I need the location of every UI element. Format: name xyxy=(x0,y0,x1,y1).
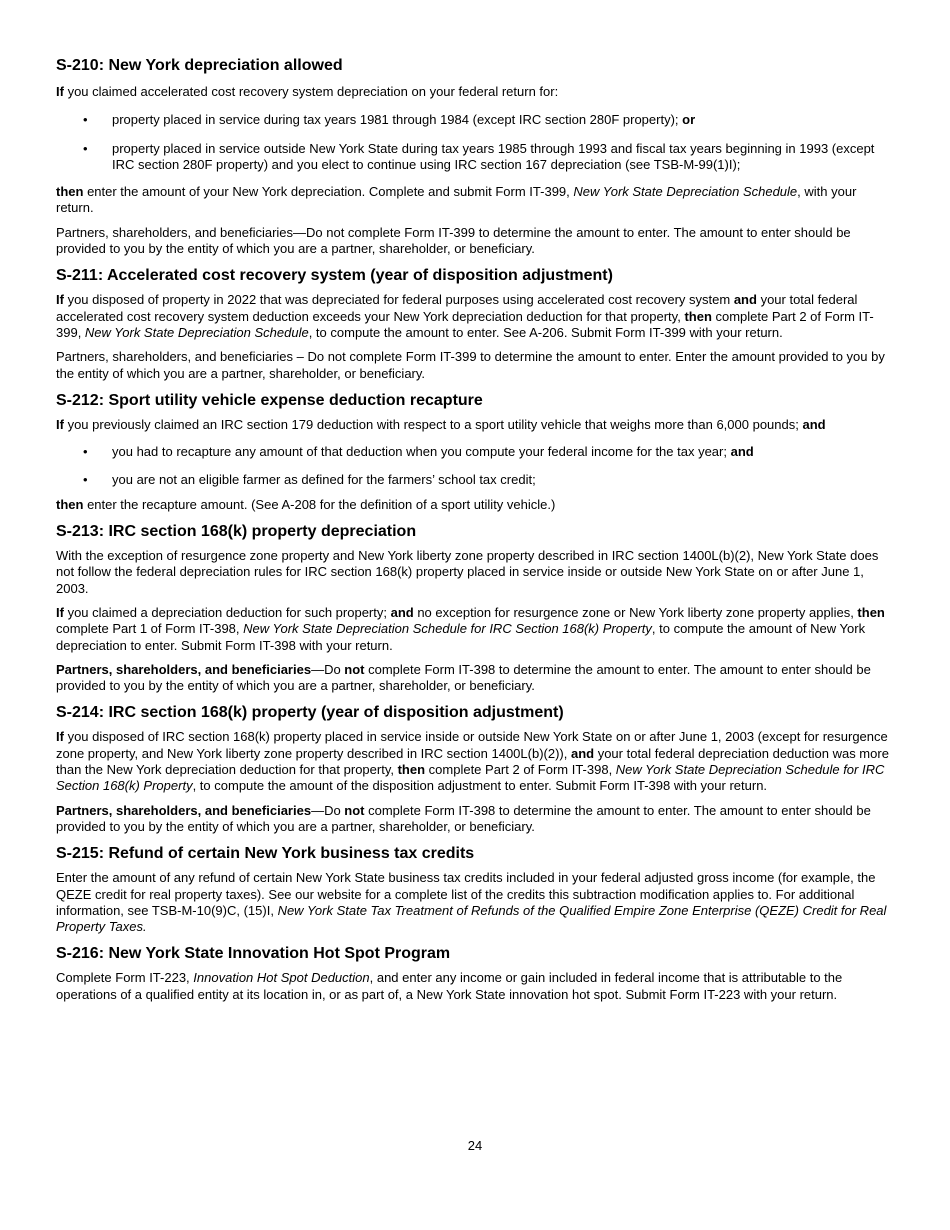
bullet-list xyxy=(56,444,896,489)
paragraph: Partners, shareholders, and beneficiaries—Do not complete Form IT-398 to determine the amount to enter. The amount to enter should be provided to you by the entity of which you are a partner, shareholder, or beneficiary. xyxy=(56,661,871,694)
document-page xyxy=(56,56,896,1011)
paragraph: Partners, shareholders, and beneficiaries—Do not complete Form IT-399 to determine the amount to enter. The amount to enter should be provided to you by the entity of which you are a partner, shareholder, or beneficiary. xyxy=(56,224,851,257)
section-s213 xyxy=(56,522,896,694)
section-heading: S-212: Sport utility vehicle expense deduction recapture xyxy=(56,391,483,409)
list-item: • property placed in service during tax years 1981 through 1984 (except IRC section 280F property); or xyxy=(56,112,896,128)
paragraph: Complete Form IT-223, Innovation Hot Spot Deduction, and enter any income or gain included in federal income that is attributable to the operations of a qualified entity at its location in, or as part of, a New York State innovation hot spot. Submit Form IT-223 with your return. xyxy=(56,970,843,1002)
paragraph: With the exception of resurgence zone property and New York liberty zone property described in IRC section 1400L(b)(2), New York State does not follow the federal depreciation rules for IRC section 168(k) property placed in service inside or outside New York State on or after June 1, 2003. xyxy=(56,548,879,596)
section-s216 xyxy=(56,944,896,1003)
section-s212 xyxy=(56,391,896,513)
paragraph: then enter the recapture amount. (See A-208 for the definition of a sport utility vehicle.) xyxy=(56,496,556,512)
paragraph: Partners, shareholders, and beneficiaries – Do not complete Form IT-399 to determine the amount to enter. Enter the amount provided to you by the entity of which you are a partner, shareholder, or beneficiary. xyxy=(56,349,885,381)
section-heading: S-213: IRC section 168(k) property depreciation xyxy=(56,523,417,541)
list-item: • you had to recapture any amount of that deduction when you compute your federal income for the tax year; and xyxy=(56,444,896,460)
section-heading: S-214: IRC section 168(k) property (year of disposition adjustment) xyxy=(56,704,564,722)
paragraph: If you claimed a depreciation deduction for such property; and no exception for resurgence zone or New York liberty zone property applies, then complete Part 1 of Form IT-398, New York State Depreciation Schedule for IRC Section 168(k) Property, to compute the amount of New York depreciation to enter. Submit Form IT-398 with your return. xyxy=(56,604,885,653)
section-heading: S-215: Refund of certain New York business tax credits xyxy=(56,845,475,863)
list-item: • you are not an eligible farmer as defined for the farmers’ school tax credit; xyxy=(56,472,896,488)
section-heading: S-211: Accelerated cost recovery system (year of disposition adjustment) xyxy=(56,267,613,285)
section-heading: S-210: New York depreciation allowed xyxy=(56,57,343,74)
list-item: • property placed in service outside New York State during tax years 1985 through 1993 and fiscal tax years beginning in 1993 (except IRC section 280F property) and you elect to continue using IRC section 167 depreciation (see TSB-M-99(1)I); xyxy=(56,141,896,174)
section-heading: S-216: New York State Innovation Hot Spot Program xyxy=(56,945,451,963)
paragraph: If you disposed of IRC section 168(k) property placed in service inside or outside New York State on or after June 1, 2003 (except for resurgence zone property, and New York liberty zone property described in IRC section 1400L(b)(2)), and your total federal depreciation deduction was more than the New York depreciation deduction for that property, then complete Part 2 of Form IT-398, New York State Depreciation Schedule for IRC Section 168(k) Property, to compute the amount of the disposition adjustment to enter. Submit Form IT-398 with your return. xyxy=(56,729,889,794)
paragraph: then enter the amount of your New York depreciation. Complete and submit Form IT-399, New York State Depreciation Schedule, with your return. xyxy=(56,184,857,216)
paragraph: If you disposed of property in 2022 that was depreciated for federal purposes using accelerated cost recovery system and your total federal accelerated cost recovery system deduction exceeds your New York depreciation deduction for that property, then complete Part 2 of Form IT-399, New York State Depreciation Schedule, to compute the amount to enter. See A-206. Submit Form IT-399 with your return. xyxy=(56,292,874,340)
paragraph: If you previously claimed an IRC section 179 deduction with respect to a sport utility vehicle that weighs more than 6,000 pounds; and xyxy=(56,416,826,432)
page-number: 24 xyxy=(467,1138,483,1153)
section-s210 xyxy=(56,56,896,257)
paragraph: Partners, shareholders, and beneficiaries—Do not complete Form IT-398 to determine the amount to enter. The amount to enter should be provided to you by the entity of which you are a partner, shareholder, or beneficiary. xyxy=(56,802,871,834)
section-s214 xyxy=(56,703,896,835)
paragraph: If you claimed accelerated cost recovery system depreciation on your federal return for: xyxy=(56,84,559,99)
paragraph: Enter the amount of any refund of certain New York State business tax credits included in your federal adjusted gross income (for example, the QEZE credit for real property taxes). See our website for a complete list of the credits this subtraction modification applies to. For additional information, see TSB-M-10(9)C, (15)I, New York State Tax Treatment of Refunds of the Qualified Empire Zone Enterprise (QEZE) Credit for Real Property Taxes. xyxy=(56,870,887,935)
bullet-list xyxy=(56,112,896,173)
section-s215 xyxy=(56,844,896,935)
section-s211 xyxy=(56,266,896,381)
